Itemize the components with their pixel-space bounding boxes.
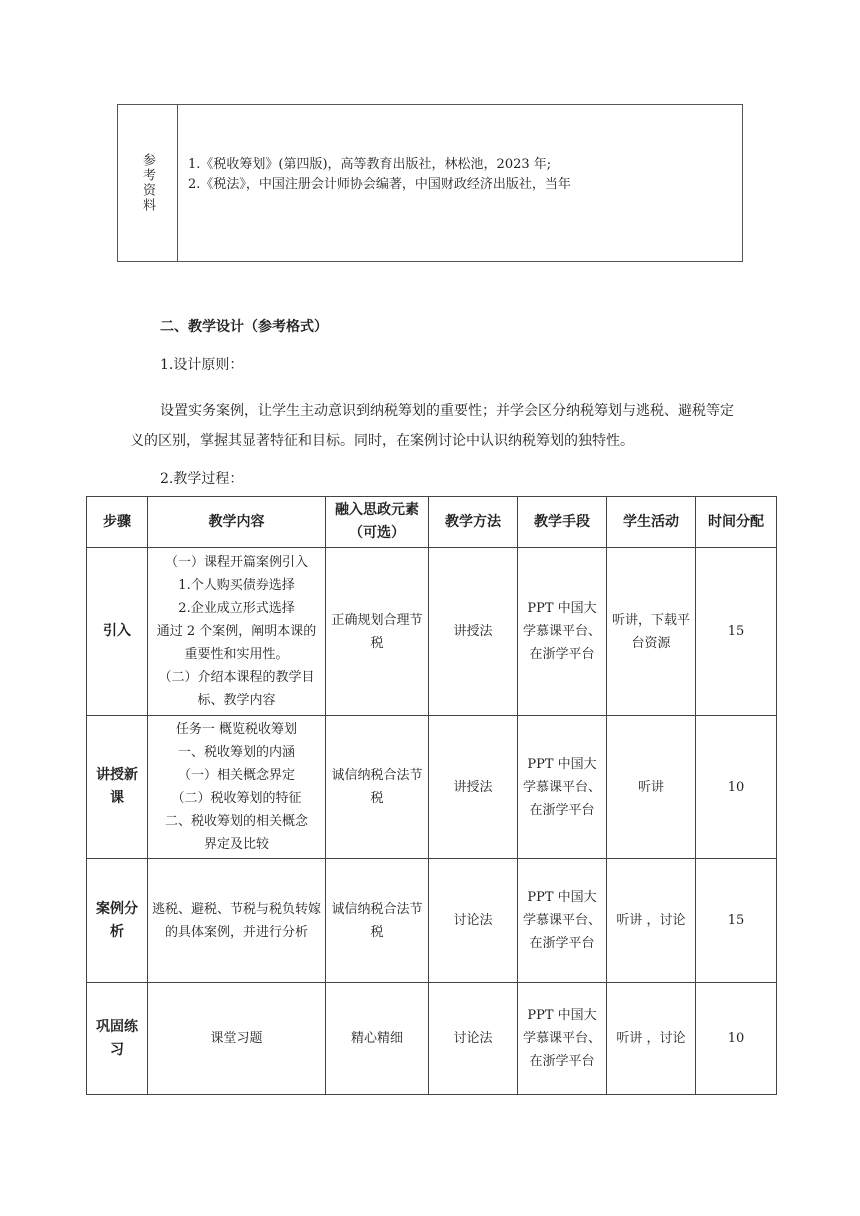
activity-cell: 听讲，下载平台资源 [607,548,696,716]
content-line: 1.个人购买债券选择 [178,578,295,593]
content-line: 一、税收筹划的内涵 [177,745,295,760]
ideology-cell: 正确规划合理节税 [326,548,429,716]
method-cell: 讲授法 [429,716,518,859]
table-row [87,859,777,983]
references-label-cell [118,105,178,261]
header-cell: 学生活动 [607,497,696,548]
content-cell: 课堂习题 [148,983,326,1095]
time-cell: 10 [696,716,777,859]
time-cell: 15 [696,859,777,983]
means-cell: PPT 中国大学慕课平台、在浙学平台 [518,548,607,716]
content-cell [148,548,326,716]
header-cell: 教学内容 [148,497,326,548]
table-row [87,716,777,859]
header-cell: 融入思政元素（可选） [326,497,429,548]
references-box [117,104,743,262]
table-header-row [87,497,777,548]
content-line: 2.企业成立形式选择 [178,601,295,616]
header-cell: 步骤 [87,497,148,548]
ideology-cell: 诚信纳税合法节税 [326,859,429,983]
content-line: （二）税收筹划的特征 [171,791,302,806]
content-line: 界定及比较 [203,837,269,852]
reference-item: 1.《税收筹划》(第四版)，高等教育出版社，林松池，2023 年; [188,157,552,172]
method-cell: 讨论法 [429,983,518,1095]
header-cell: 教学手段 [518,497,607,548]
step-cell: 案例分析 [87,859,148,983]
content-line: 二、税收筹划的相关概念 [164,814,308,829]
table-row [87,548,777,716]
time-cell: 10 [696,983,777,1095]
references-label: 参考资料 [140,153,155,213]
reference-item: 2.《税法》，中国注册会计师协会编著，中国财政经济出版社，当年 [188,177,571,192]
table-row [87,983,777,1095]
content-cell [148,716,326,859]
step-cell: 引入 [87,548,148,716]
ideology-cell: 精心精细 [326,983,429,1095]
content-line: （一）相关概念界定 [177,768,295,783]
section-heading: 二、教学设计（参考格式） [160,319,328,335]
teaching-process-table [86,496,777,1095]
header-cell: 教学方法 [429,497,518,548]
step-cell: 讲授新课 [87,716,148,859]
content-line: 通过 2 个案例，阐明本课的重要性和实用性。 [156,624,317,662]
time-cell: 15 [696,548,777,716]
method-cell: 讨论法 [429,859,518,983]
means-cell: PPT 中国大学慕课平台、在浙学平台 [518,983,607,1095]
activity-cell: 听讲 ，讨论 [607,983,696,1095]
principle-title: 1.设计原则： [160,357,244,373]
references-content [178,105,742,261]
header-cell: 时间分配 [696,497,777,548]
means-cell: PPT 中国大学慕课平台、在浙学平台 [518,859,607,983]
activity-cell: 听讲 [607,716,696,859]
principle-text: 设置实务案例，让学生主动意识到纳税筹划的重要性；并学会区分纳税筹划与逃税、避税等定义的区别，掌握其显著特征和目标。同时，在案例讨论中认识纳税筹划的独特性。 [130,403,734,449]
content-line: 任务一 概览税收筹划 [175,722,298,737]
step-cell: 巩固练习 [87,983,148,1095]
method-cell: 讲授法 [429,548,518,716]
content-line: （一）课程开篇案例引入 [164,555,308,570]
process-title: 2.教学过程： [160,471,244,487]
ideology-cell: 诚信纳税合法节税 [326,716,429,859]
content-cell: 逃税、避税、节税与税负转嫁的具体案例，并进行分析 [148,859,326,983]
means-cell: PPT 中国大学慕课平台、在浙学平台 [518,716,607,859]
content-line: （二）介绍本课程的教学目标、教学内容 [158,670,315,708]
activity-cell: 听讲 ，讨论 [607,859,696,983]
